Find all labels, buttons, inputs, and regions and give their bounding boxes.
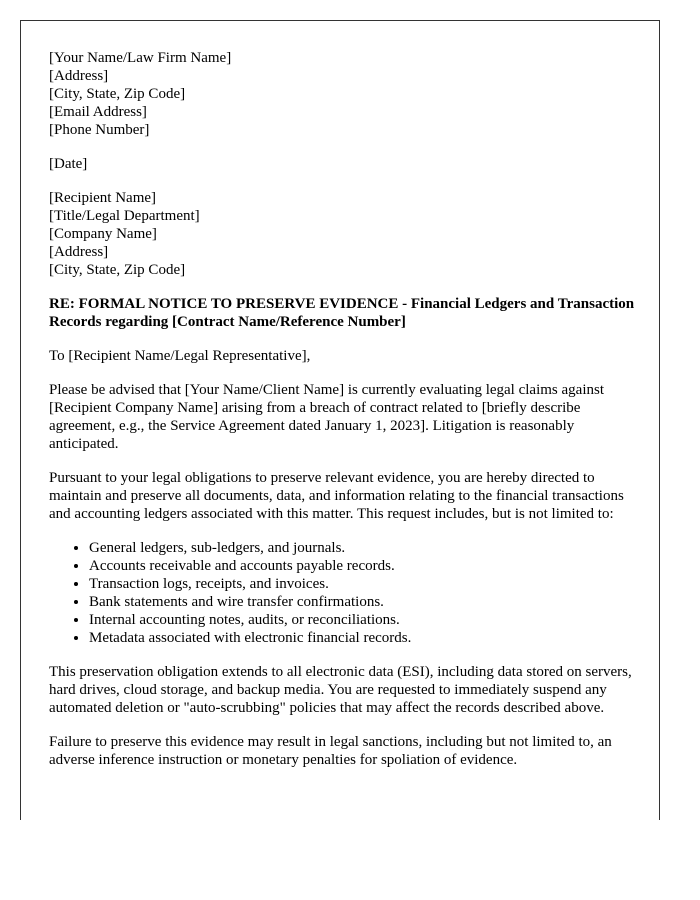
paragraph-sanctions: Failure to preserve this evidence may result in legal sanctions, including but not limited to, an adverse inference instruction or monetary penalties for spoliation of evidence. <box>49 734 612 768</box>
recipient-block <box>49 189 639 279</box>
sender-block <box>49 49 639 139</box>
paragraph-intro: Please be advised that [Your Name/Client Name] is currently evaluating legal claims against [Recipient Company Name] arising from a breach of contract related to [briefly describe agreement, e.g., the Service Agreement dated January 1, 2023]. Litigation is reasonably anticipated. <box>49 382 604 452</box>
salutation: To [Recipient Name/Legal Representative], <box>49 348 311 364</box>
paragraph-obligation: Pursuant to your legal obligations to preserve relevant evidence, you are hereby directed to maintain and preserve all documents, data, and information relating to the financial transactions and accounting ledgers associated with this matter. This request includes, but is not limited to: <box>49 470 624 522</box>
recipient-company: [Company Name] <box>49 226 157 242</box>
list-item: • General ledgers, sub-ledgers, and journals. <box>89 539 639 557</box>
recipient-name: [Recipient Name] <box>49 190 157 206</box>
subject-line: RE: FORMAL NOTICE TO PRESERVE EVIDENCE - Financial Ledgers and Transaction Records regarding [Contract Name/Reference Number] <box>49 296 635 330</box>
list-item: • Internal accounting notes, audits, or reconciliations. <box>89 611 639 629</box>
date-block <box>49 155 639 173</box>
letter-body <box>49 49 639 785</box>
list-item: • Metadata associated with electronic financial records. <box>89 629 639 647</box>
sender-email: [Email Address] <box>49 104 147 120</box>
sender-city-state-zip: [City, State, Zip Code] <box>49 86 186 102</box>
preservation-list <box>49 539 639 647</box>
list-item: • Bank statements and wire transfer confirmations. <box>89 593 639 611</box>
sender-phone: [Phone Number] <box>49 122 150 138</box>
list-item: • Accounts receivable and accounts payable records. <box>89 557 639 575</box>
recipient-address: [Address] <box>49 244 109 260</box>
paragraph-esi: This preservation obligation extends to all electronic data (ESI), including data stored on servers, hard drives, cloud storage, and backup media. You are requested to immediately suspend any automated deletion or "auto-scrubbing" policies that may affect the records described above. <box>49 664 632 716</box>
sender-name: [Your Name/Law Firm Name] <box>49 50 232 66</box>
letter-date: [Date] <box>49 156 88 172</box>
list-item: • Transaction logs, receipts, and invoices. <box>89 575 639 593</box>
sender-address: [Address] <box>49 68 109 84</box>
recipient-title: [Title/Legal Department] <box>49 208 200 224</box>
recipient-city-state-zip: [City, State, Zip Code] <box>49 262 186 278</box>
letter-page <box>20 20 660 820</box>
